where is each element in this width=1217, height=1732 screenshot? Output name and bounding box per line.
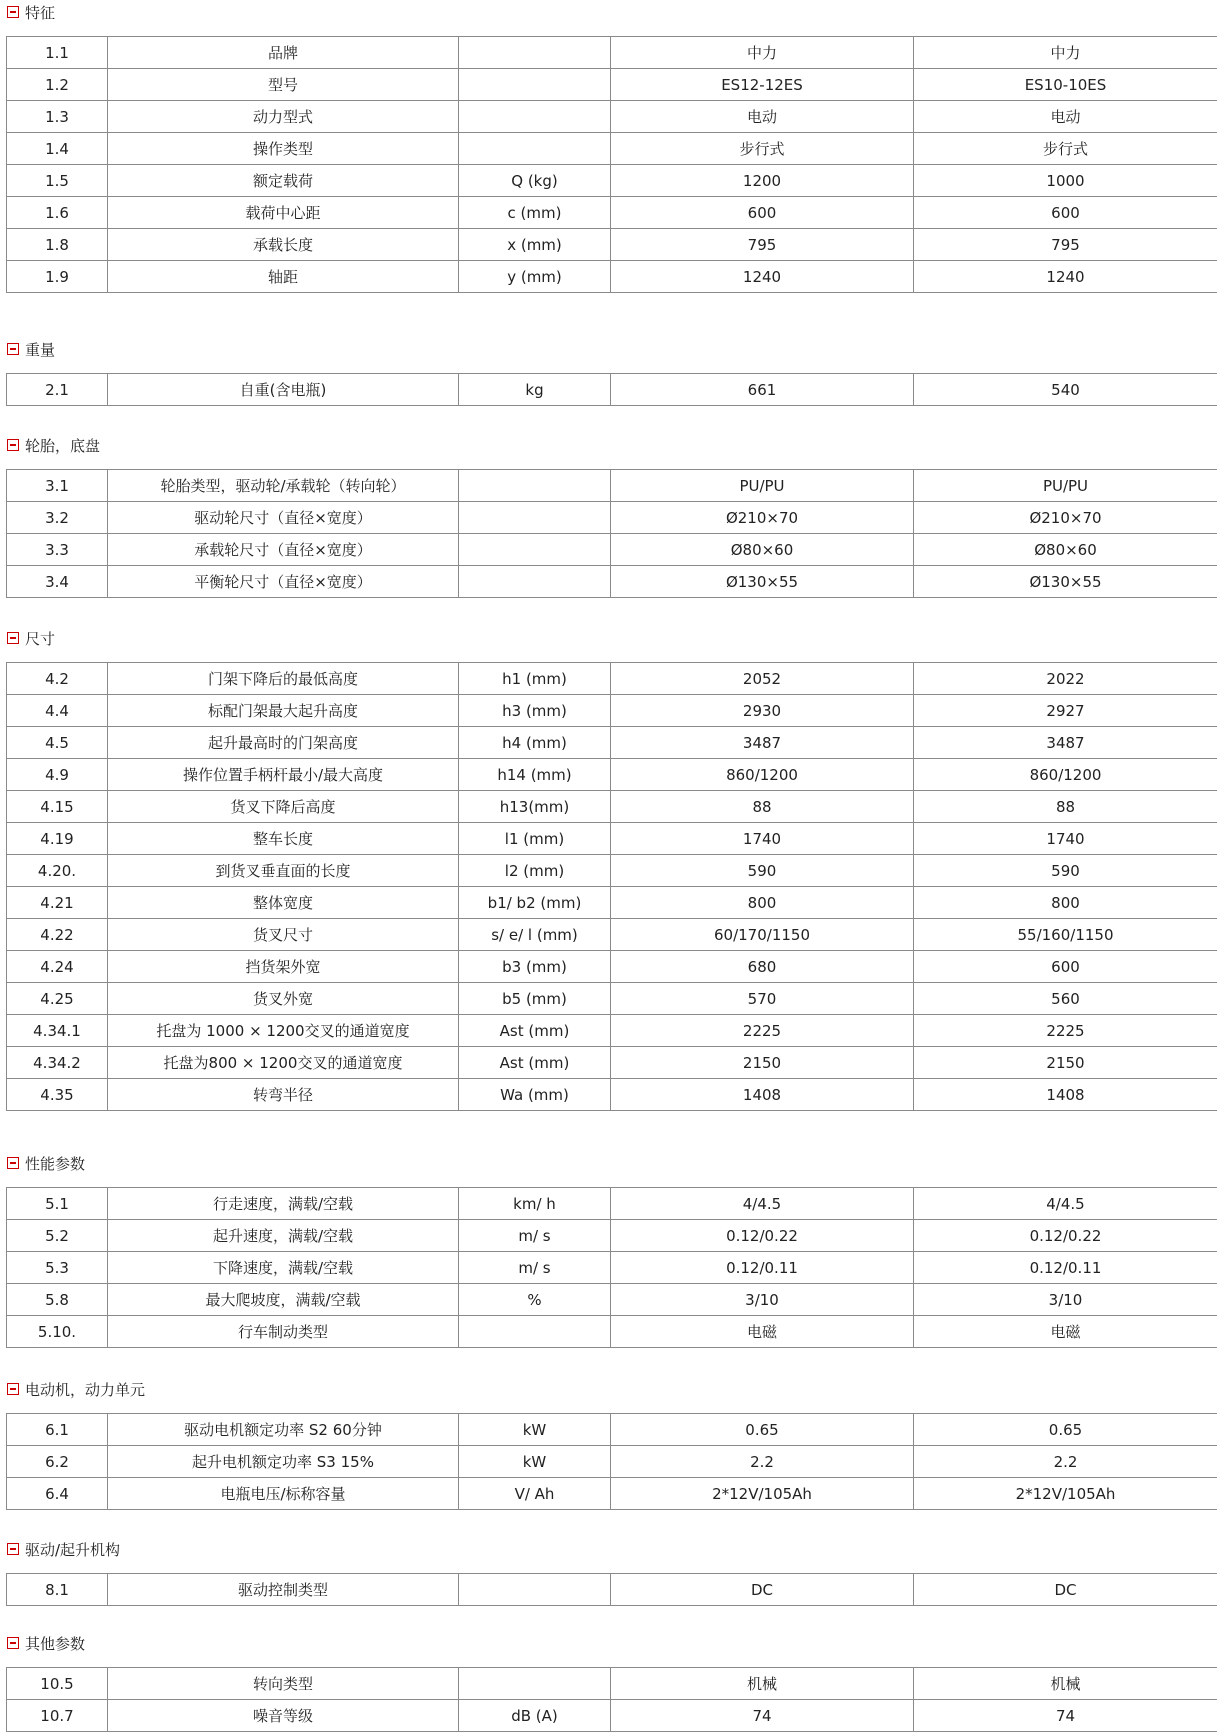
- value-model-2: 560: [914, 983, 1217, 1015]
- item-number: 1.1: [7, 37, 108, 69]
- item-unit: m/ s: [459, 1220, 611, 1252]
- item-number: 5.10.: [7, 1316, 108, 1348]
- item-unit: b5 (mm): [459, 983, 611, 1015]
- section-title: 驱动/起升机构: [25, 1539, 120, 1560]
- value-model-2: 2.2: [914, 1446, 1217, 1478]
- spec-table: [6, 1573, 1217, 1606]
- item-number: 5.1: [7, 1188, 108, 1220]
- value-model-1: 1200: [611, 165, 914, 197]
- item-label: 驱动控制类型: [108, 1574, 459, 1606]
- value-model-1: 2*12V/105Ah: [611, 1478, 914, 1510]
- value-model-2: 1408: [914, 1079, 1217, 1111]
- item-number: 4.15: [7, 791, 108, 823]
- value-model-1: 步行式: [611, 133, 914, 165]
- item-label: 货叉外宽: [108, 983, 459, 1015]
- value-model-1: DC: [611, 1574, 914, 1606]
- item-unit: m/ s: [459, 1252, 611, 1284]
- section-header[interactable]: [7, 433, 100, 457]
- value-model-1: 4/4.5: [611, 1188, 914, 1220]
- item-unit: [459, 534, 611, 566]
- value-model-2: Ø80×60: [914, 534, 1217, 566]
- item-unit: [459, 101, 611, 133]
- value-model-1: PU/PU: [611, 470, 914, 502]
- table-row: [7, 1574, 1217, 1606]
- item-label: 整体宽度: [108, 887, 459, 919]
- item-unit: [459, 69, 611, 101]
- value-model-1: ES12-12ES: [611, 69, 914, 101]
- table-row: [7, 695, 1217, 727]
- item-label: 噪音等级: [108, 1700, 459, 1732]
- item-number: 2.1: [7, 374, 108, 406]
- item-unit: [459, 1316, 611, 1348]
- value-model-2: 55/160/1150: [914, 919, 1217, 951]
- value-model-1: 0.12/0.22: [611, 1220, 914, 1252]
- item-label: 平衡轮尺寸（直径×宽度）: [108, 566, 459, 598]
- item-number: 6.1: [7, 1414, 108, 1446]
- item-unit: b3 (mm): [459, 951, 611, 983]
- value-model-2: 中力: [914, 37, 1217, 69]
- item-label: 最大爬坡度，满载/空载: [108, 1284, 459, 1316]
- item-label: 下降速度，满载/空载: [108, 1252, 459, 1284]
- item-label: 轮胎类型，驱动轮/承载轮（转向轮）: [108, 470, 459, 502]
- table-row: [7, 101, 1217, 133]
- item-label: 行走速度，满载/空载: [108, 1188, 459, 1220]
- item-label: 自重(含电瓶): [108, 374, 459, 406]
- section-title: 性能参数: [25, 1153, 85, 1174]
- item-number: 4.34.2: [7, 1047, 108, 1079]
- section-header[interactable]: [7, 626, 55, 650]
- value-model-1: 860/1200: [611, 759, 914, 791]
- item-number: 1.6: [7, 197, 108, 229]
- item-unit: dB (A): [459, 1700, 611, 1732]
- value-model-1: 0.12/0.11: [611, 1252, 914, 1284]
- item-number: 10.5: [7, 1668, 108, 1700]
- spec-table: [6, 1413, 1217, 1510]
- table-row: [7, 197, 1217, 229]
- section-title: 其他参数: [25, 1633, 85, 1654]
- item-number: 4.21: [7, 887, 108, 919]
- item-number: 4.5: [7, 727, 108, 759]
- value-model-2: PU/PU: [914, 470, 1217, 502]
- item-label: 整车长度: [108, 823, 459, 855]
- table-row: [7, 1188, 1217, 1220]
- collapse-toggle-icon[interactable]: [7, 1383, 19, 1395]
- item-unit: x (mm): [459, 229, 611, 261]
- item-unit: [459, 37, 611, 69]
- section-title: 尺寸: [25, 628, 55, 649]
- item-unit: V/ Ah: [459, 1478, 611, 1510]
- collapse-toggle-icon[interactable]: [7, 343, 19, 355]
- value-model-1: 600: [611, 197, 914, 229]
- item-number: 4.2: [7, 663, 108, 695]
- value-model-1: 1740: [611, 823, 914, 855]
- item-unit: km/ h: [459, 1188, 611, 1220]
- value-model-2: 2225: [914, 1015, 1217, 1047]
- item-number: 5.8: [7, 1284, 108, 1316]
- table-row: [7, 133, 1217, 165]
- item-unit: h1 (mm): [459, 663, 611, 695]
- table-row: [7, 566, 1217, 598]
- spec-table: [6, 662, 1217, 1111]
- value-model-1: 1240: [611, 261, 914, 293]
- table-row: [7, 663, 1217, 695]
- item-unit: l2 (mm): [459, 855, 611, 887]
- item-unit: [459, 470, 611, 502]
- spec-table: [6, 1667, 1217, 1732]
- value-model-1: 2.2: [611, 1446, 914, 1478]
- value-model-2: 0.12/0.22: [914, 1220, 1217, 1252]
- table-row: [7, 1478, 1217, 1510]
- item-label: 驱动轮尺寸（直径×宽度）: [108, 502, 459, 534]
- spec-table: [6, 469, 1217, 598]
- table-row: [7, 1414, 1217, 1446]
- value-model-1: 88: [611, 791, 914, 823]
- item-number: 4.9: [7, 759, 108, 791]
- section-title: 特征: [25, 2, 55, 23]
- item-label: 驱动电机额定功率 S2 60分钟: [108, 1414, 459, 1446]
- item-label: 挡货架外宽: [108, 951, 459, 983]
- item-unit: h13(mm): [459, 791, 611, 823]
- item-unit: Ast (mm): [459, 1015, 611, 1047]
- item-label: 货叉尺寸: [108, 919, 459, 951]
- item-unit: [459, 502, 611, 534]
- value-model-1: 795: [611, 229, 914, 261]
- item-number: 3.2: [7, 502, 108, 534]
- value-model-1: 570: [611, 983, 914, 1015]
- item-unit: kW: [459, 1446, 611, 1478]
- item-number: 1.3: [7, 101, 108, 133]
- item-number: 3.1: [7, 470, 108, 502]
- section-header[interactable]: [7, 1537, 120, 1561]
- item-unit: %: [459, 1284, 611, 1316]
- item-unit: kg: [459, 374, 611, 406]
- item-number: 4.4: [7, 695, 108, 727]
- table-row: [7, 1446, 1217, 1478]
- item-unit: Q (kg): [459, 165, 611, 197]
- value-model-1: Ø80×60: [611, 534, 914, 566]
- item-number: 6.4: [7, 1478, 108, 1510]
- value-model-2: 电磁: [914, 1316, 1217, 1348]
- item-number: 4.24: [7, 951, 108, 983]
- value-model-1: 74: [611, 1700, 914, 1732]
- table-row: [7, 1079, 1217, 1111]
- item-label: 轴距: [108, 261, 459, 293]
- item-unit: l1 (mm): [459, 823, 611, 855]
- item-number: 4.19: [7, 823, 108, 855]
- value-model-1: 661: [611, 374, 914, 406]
- spec-table: [6, 373, 1217, 406]
- value-model-2: 步行式: [914, 133, 1217, 165]
- section-header[interactable]: [7, 0, 55, 24]
- item-label: 载荷中心距: [108, 197, 459, 229]
- spec-table: [6, 1187, 1217, 1348]
- section-header[interactable]: [7, 1377, 145, 1401]
- item-label: 起升电机额定功率 S3 15%: [108, 1446, 459, 1478]
- value-model-2: 2927: [914, 695, 1217, 727]
- item-label: 操作位置手柄杆最小/最大高度: [108, 759, 459, 791]
- table-row: [7, 727, 1217, 759]
- value-model-1: 电磁: [611, 1316, 914, 1348]
- table-row: [7, 983, 1217, 1015]
- table-row: [7, 759, 1217, 791]
- item-unit: y (mm): [459, 261, 611, 293]
- item-number: 10.7: [7, 1700, 108, 1732]
- value-model-2: 74: [914, 1700, 1217, 1732]
- value-model-2: 795: [914, 229, 1217, 261]
- value-model-1: 3487: [611, 727, 914, 759]
- value-model-1: 60/170/1150: [611, 919, 914, 951]
- value-model-2: 590: [914, 855, 1217, 887]
- value-model-1: Ø210×70: [611, 502, 914, 534]
- value-model-2: 1240: [914, 261, 1217, 293]
- table-row: [7, 1284, 1217, 1316]
- table-row: [7, 534, 1217, 566]
- value-model-1: 0.65: [611, 1414, 914, 1446]
- collapse-toggle-icon[interactable]: [7, 1637, 19, 1649]
- value-model-2: 1740: [914, 823, 1217, 855]
- table-row: [7, 1316, 1217, 1348]
- value-model-2: 2022: [914, 663, 1217, 695]
- value-model-1: 1408: [611, 1079, 914, 1111]
- section-title: 轮胎，底盘: [25, 435, 100, 456]
- table-row: [7, 37, 1217, 69]
- value-model-2: 2150: [914, 1047, 1217, 1079]
- table-row: [7, 951, 1217, 983]
- value-model-2: 0.65: [914, 1414, 1217, 1446]
- spec-table: [6, 36, 1217, 293]
- item-unit: c (mm): [459, 197, 611, 229]
- value-model-1: 电动: [611, 101, 914, 133]
- item-unit: [459, 133, 611, 165]
- value-model-2: 860/1200: [914, 759, 1217, 791]
- item-unit: s/ e/ l (mm): [459, 919, 611, 951]
- value-model-1: 2225: [611, 1015, 914, 1047]
- collapse-toggle-icon[interactable]: [7, 439, 19, 451]
- value-model-1: Ø130×55: [611, 566, 914, 598]
- item-label: 货叉下降后高度: [108, 791, 459, 823]
- value-model-2: ES10-10ES: [914, 69, 1217, 101]
- item-number: 1.9: [7, 261, 108, 293]
- value-model-2: 0.12/0.11: [914, 1252, 1217, 1284]
- item-label: 型号: [108, 69, 459, 101]
- item-number: 1.5: [7, 165, 108, 197]
- item-unit: [459, 1574, 611, 1606]
- section-title: 重量: [25, 339, 55, 360]
- value-model-2: 4/4.5: [914, 1188, 1217, 1220]
- item-label: 标配门架最大起升高度: [108, 695, 459, 727]
- table-row: [7, 1015, 1217, 1047]
- table-row: [7, 470, 1217, 502]
- value-model-2: 600: [914, 197, 1217, 229]
- table-row: [7, 69, 1217, 101]
- value-model-1: 机械: [611, 1668, 914, 1700]
- item-unit: h3 (mm): [459, 695, 611, 727]
- item-number: 4.22: [7, 919, 108, 951]
- item-unit: [459, 1668, 611, 1700]
- table-row: [7, 374, 1217, 406]
- item-label: 托盘为800 × 1200交叉的通道宽度: [108, 1047, 459, 1079]
- section-header[interactable]: [7, 1631, 85, 1655]
- item-label: 电瓶电压/标称容量: [108, 1478, 459, 1510]
- table-row: [7, 229, 1217, 261]
- value-model-1: 2052: [611, 663, 914, 695]
- collapse-toggle-icon[interactable]: [7, 6, 19, 18]
- value-model-2: Ø210×70: [914, 502, 1217, 534]
- item-number: 1.4: [7, 133, 108, 165]
- item-number: 3.4: [7, 566, 108, 598]
- table-row: [7, 1220, 1217, 1252]
- item-number: 1.8: [7, 229, 108, 261]
- item-number: 8.1: [7, 1574, 108, 1606]
- value-model-2: 88: [914, 791, 1217, 823]
- value-model-2: Ø130×55: [914, 566, 1217, 598]
- table-row: [7, 165, 1217, 197]
- collapse-toggle-icon[interactable]: [7, 1543, 19, 1555]
- item-label: 操作类型: [108, 133, 459, 165]
- item-unit: h4 (mm): [459, 727, 611, 759]
- value-model-1: 3/10: [611, 1284, 914, 1316]
- value-model-1: 2930: [611, 695, 914, 727]
- table-row: [7, 919, 1217, 951]
- section-header[interactable]: [7, 1151, 85, 1175]
- item-unit: Ast (mm): [459, 1047, 611, 1079]
- item-label: 品牌: [108, 37, 459, 69]
- item-label: 行车制动类型: [108, 1316, 459, 1348]
- item-label: 托盘为 1000 × 1200交叉的通道宽度: [108, 1015, 459, 1047]
- table-row: [7, 1252, 1217, 1284]
- value-model-2: 800: [914, 887, 1217, 919]
- table-row: [7, 823, 1217, 855]
- value-model-2: 电动: [914, 101, 1217, 133]
- item-label: 转弯半径: [108, 1079, 459, 1111]
- value-model-1: 590: [611, 855, 914, 887]
- value-model-1: 680: [611, 951, 914, 983]
- table-row: [7, 1047, 1217, 1079]
- item-unit: b1/ b2 (mm): [459, 887, 611, 919]
- item-unit: h14 (mm): [459, 759, 611, 791]
- value-model-1: 800: [611, 887, 914, 919]
- item-number: 4.34.1: [7, 1015, 108, 1047]
- table-row: [7, 502, 1217, 534]
- item-label: 到货叉垂直面的长度: [108, 855, 459, 887]
- table-row: [7, 855, 1217, 887]
- value-model-2: 3487: [914, 727, 1217, 759]
- item-unit: [459, 566, 611, 598]
- value-model-1: 中力: [611, 37, 914, 69]
- collapse-toggle-icon[interactable]: [7, 632, 19, 644]
- table-row: [7, 261, 1217, 293]
- item-number: 5.2: [7, 1220, 108, 1252]
- value-model-2: DC: [914, 1574, 1217, 1606]
- item-number: 5.3: [7, 1252, 108, 1284]
- table-row: [7, 887, 1217, 919]
- item-label: 承载长度: [108, 229, 459, 261]
- table-row: [7, 791, 1217, 823]
- value-model-2: 机械: [914, 1668, 1217, 1700]
- item-number: 4.25: [7, 983, 108, 1015]
- item-number: 4.35: [7, 1079, 108, 1111]
- item-label: 动力型式: [108, 101, 459, 133]
- item-label: 门架下降后的最低高度: [108, 663, 459, 695]
- collapse-toggle-icon[interactable]: [7, 1157, 19, 1169]
- value-model-2: 2*12V/105Ah: [914, 1478, 1217, 1510]
- item-unit: kW: [459, 1414, 611, 1446]
- item-label: 承载轮尺寸（直径×宽度）: [108, 534, 459, 566]
- item-number: 1.2: [7, 69, 108, 101]
- section-title: 电动机，动力单元: [25, 1379, 145, 1400]
- item-label: 起升速度，满载/空载: [108, 1220, 459, 1252]
- item-number: 6.2: [7, 1446, 108, 1478]
- value-model-1: 2150: [611, 1047, 914, 1079]
- value-model-2: 540: [914, 374, 1217, 406]
- item-label: 转向类型: [108, 1668, 459, 1700]
- item-unit: Wa (mm): [459, 1079, 611, 1111]
- value-model-2: 3/10: [914, 1284, 1217, 1316]
- item-label: 起升最高时的门架高度: [108, 727, 459, 759]
- item-label: 额定载荷: [108, 165, 459, 197]
- value-model-2: 1000: [914, 165, 1217, 197]
- item-number: 3.3: [7, 534, 108, 566]
- section-header[interactable]: [7, 337, 55, 361]
- item-number: 4.20.: [7, 855, 108, 887]
- value-model-2: 600: [914, 951, 1217, 983]
- table-row: [7, 1668, 1217, 1700]
